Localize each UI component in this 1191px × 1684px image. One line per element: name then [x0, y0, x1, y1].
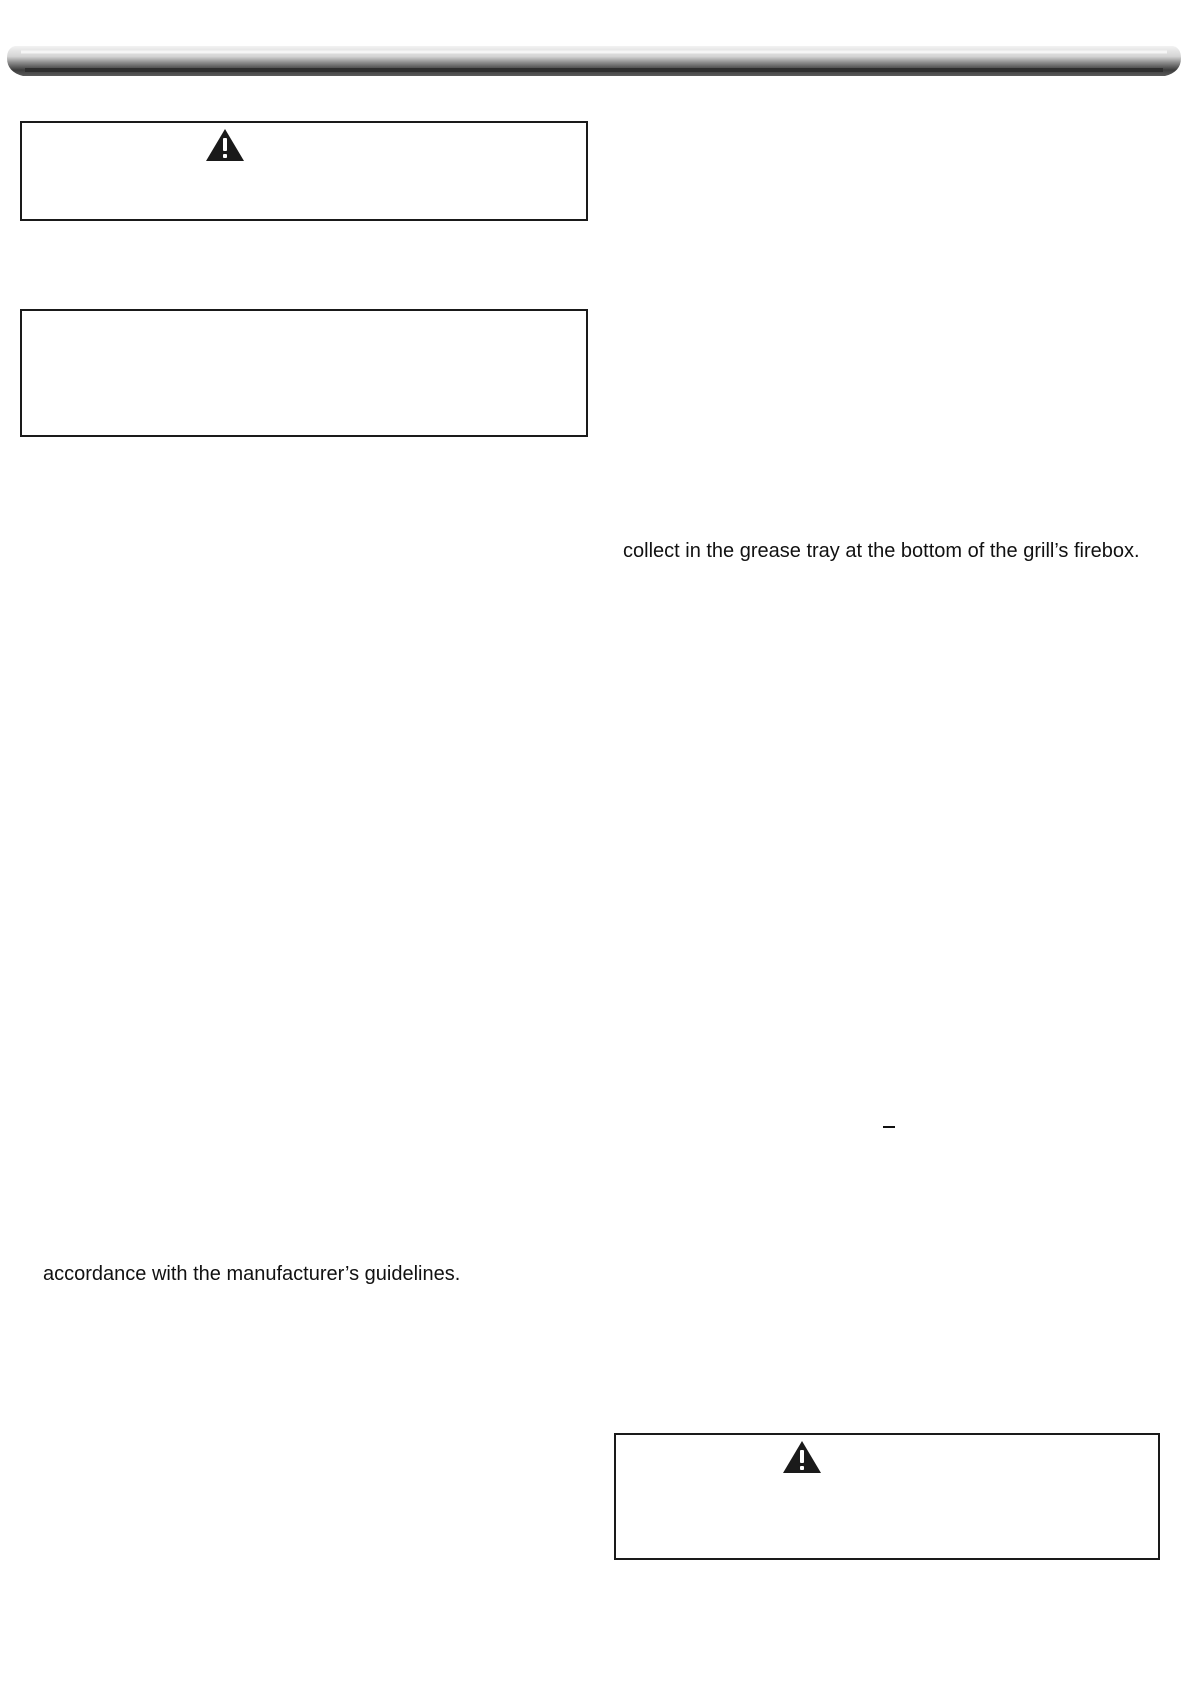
warning-triangle-icon — [781, 1439, 823, 1475]
notice-box-middle — [20, 309, 588, 437]
warning-box-bottom — [614, 1433, 1160, 1560]
header-banner-bar — [5, 42, 1183, 80]
warning-triangle-icon — [204, 127, 246, 163]
warning-box-top — [20, 121, 588, 221]
grease-tray-text: collect in the grease tray at the bottom of the grill’s firebox. — [623, 540, 1140, 562]
header-bar-graphic — [5, 42, 1183, 80]
manufacturer-guidelines-text: accordance with the manufacturer’s guidelines. — [43, 1263, 461, 1285]
dash-mark — [883, 1126, 895, 1128]
